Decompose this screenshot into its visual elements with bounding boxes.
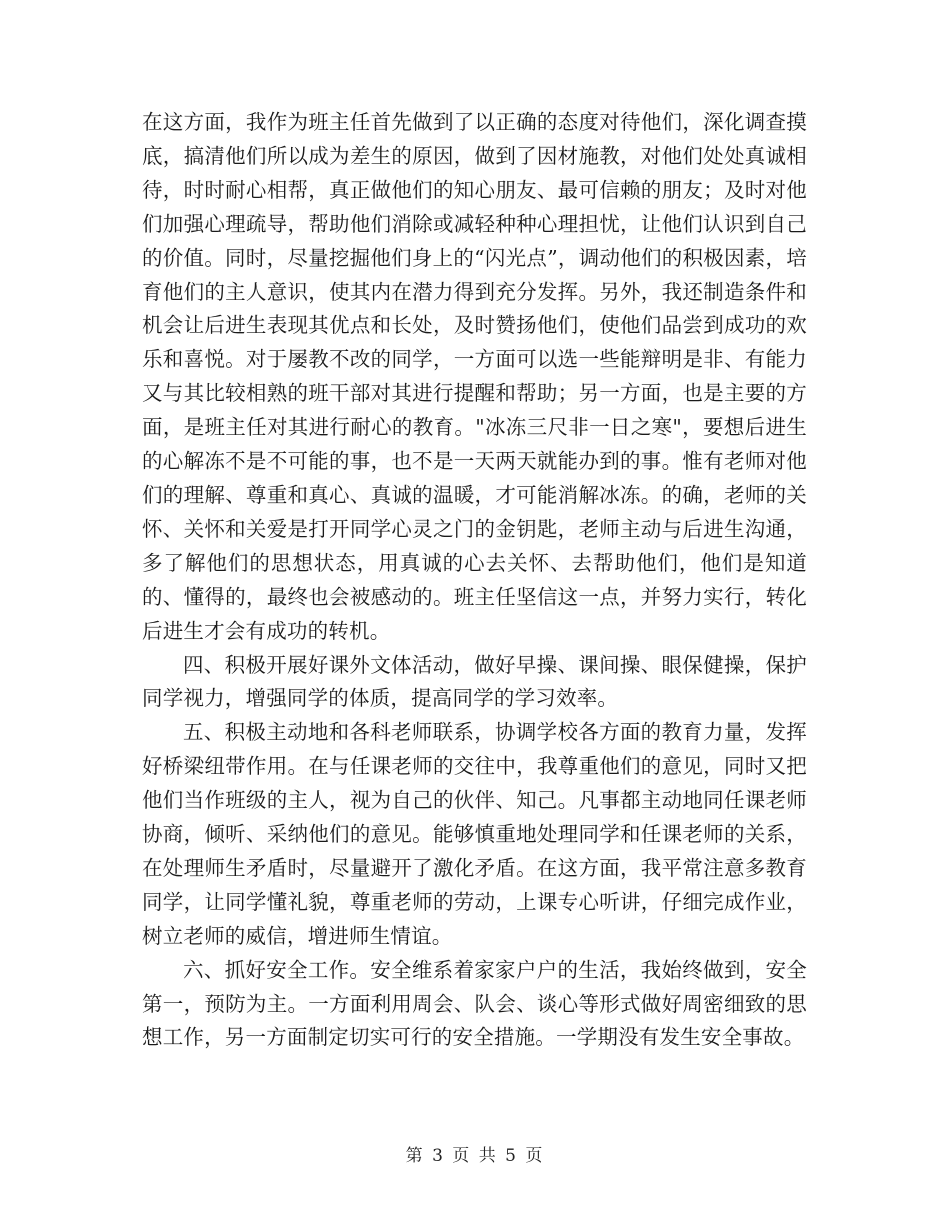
paragraph-section-six: 六、抓好安全工作。安全维系着家家户户的生活，我始终做到，安全第一，预防为主。一方面利用周会、队会、谈心等形式做好周密细致的思想工作，另一方面制定切实可行的安全措施。一学期没有发生安全事故。 xyxy=(142,957,807,1050)
document-body xyxy=(142,106,807,1055)
paragraph-section-four: 四、积极开展好课外文体活动，做好早操、课间操、眼保健操，保护同学视力，增强同学的体质，提高同学的学习效率。 xyxy=(142,652,807,711)
paragraph-section-five: 五、积极主动地和各科老师联系，协调学校各方面的教育力量，发挥好桥梁纽带作用。在与任课老师的交往中，我尊重他们的意见，同时又把他们当作班级的主人，视为自己的伙伴、知己。凡事都主动地同任课老师协商，倾听、采纳他们的意见。能够慎重地处理同学和任课老师的关系，在处理师生矛盾时，尽量避开了激化矛盾。在这方面，我平常注意多教育同学，让同学懂礼貌，尊重老师的劳动，上课专心听讲，仔细完成作业，树立老师的威信，增进师生情谊。 xyxy=(142,720,807,948)
page-footer: 第 3 页 共 5 页 xyxy=(405,1146,545,1166)
paragraph-continuation: 在这方面，我作为班主任首先做到了以正确的态度对待他们，深化调查摸底，搞清他们所以成为差生的原因，做到了因材施教，对他们处处真诚相待，时时耐心相帮，真正做他们的知心朋友、最可信赖的朋友；及时对他们加强心理疏导，帮助他们消除或减轻种种心理担忧，让他们认识到自己的价值。同时，尽量挖掘他们身上的“闪光点”，调动他们的积极因素，培育他们的主人意识，使其内在潜力得到充分发挥。另外，我还制造条件和机会让后进生表现其优点和长处，及时赞扬他们，使他们品尝到成功的欢乐和喜悦。对于屡教不改的同学，一方面可以选一些能辩明是非、有能力又与其比较相熟的班干部对其进行提醒和帮助；另一方面，也是主要的方面，是班主任对其进行耐心的教育。"冰冻三尺非一日之寒"，要想后进生的心解冻不是不可能的事，也不是一天两天就能办到的事。惟有老师对他们的理解、尊重和真心、真诚的温暖，才可能消解冰冻。的确，老师的关怀、关怀和关爱是打开同学心灵之门的金钥匙，老师主动与后进生沟通，多了解他们的思想状态，用真诚的心去关怀、去帮助他们，他们是知道的、懂得的，最终也会被感动的。班主任坚信这一点，并努力实行，转化后进生才会有成功的转机。 xyxy=(142,110,807,643)
